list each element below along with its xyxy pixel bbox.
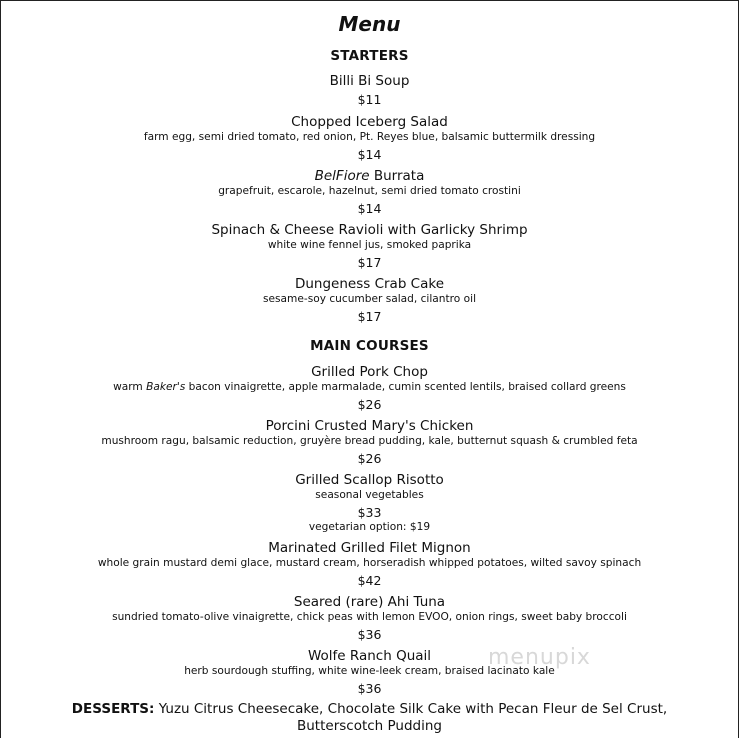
- item-description: farm egg, semi dried tomato, red onion, Pt. Reyes blue, balsamic buttermilk dressing: [143, 131, 596, 143]
- desserts-label: DESSERTS:: [71, 701, 155, 717]
- menu-item: [0, 472, 739, 535]
- desserts-section: [0, 701, 739, 735]
- item-name: Chopped Iceberg Salad: [291, 114, 448, 130]
- item-description: white wine fennel jus, smoked paprika: [267, 239, 472, 251]
- menu-item: [0, 648, 739, 696]
- desc-italic: Baker's: [146, 381, 186, 393]
- item-price: $36: [357, 627, 382, 642]
- item-price: $14: [357, 147, 382, 162]
- menu-item: [0, 594, 739, 642]
- item-name: Wolfe Ranch Quail: [307, 648, 432, 664]
- desc-rest: bacon vinaigrette, apple marmalade, cumin scented lentils, braised collard greens: [185, 381, 626, 393]
- menu-item: [0, 540, 739, 588]
- item-price: $17: [357, 309, 382, 324]
- item-name: Porcini Crusted Mary's Chicken: [265, 418, 474, 434]
- item-price: $42: [357, 573, 382, 588]
- main-courses-heading: MAIN COURSES: [310, 338, 429, 354]
- item-name: Marinated Grilled Filet Mignon: [268, 540, 471, 556]
- menu-item: [0, 114, 739, 162]
- item-description: [0, 380, 739, 395]
- item-description: mushroom ragu, balsamic reduction, gruyère bread pudding, kale, butternut squash & crumbled feta: [101, 435, 638, 447]
- item-price: $33: [357, 505, 382, 520]
- item-name: Dungeness Crab Cake: [294, 276, 445, 292]
- item-price: $26: [357, 451, 382, 466]
- item-description: seasonal vegetables: [315, 489, 424, 501]
- menu-item: [0, 73, 739, 107]
- item-price: $26: [357, 397, 382, 412]
- item-price: $14: [357, 201, 382, 216]
- menu-item: [0, 418, 739, 466]
- item-description: sundried tomato-olive vinaigrette, chick peas with lemon EVOO, onion rings, sweet baby broccoli: [112, 611, 627, 623]
- item-name: Grilled Pork Chop: [311, 364, 428, 380]
- desc-pre: warm: [113, 381, 147, 393]
- desserts-line-2: Butterscotch Pudding: [296, 718, 442, 734]
- item-price: $11: [357, 92, 382, 107]
- item-description: grapefruit, escarole, hazelnut, semi dried tomato crostini: [218, 185, 521, 197]
- menu-item: [0, 276, 739, 324]
- menu-item: [0, 364, 739, 412]
- menu-item: [0, 168, 739, 216]
- item-name: Seared (rare) Ahi Tuna: [293, 594, 446, 610]
- desserts-line-1: [0, 701, 739, 718]
- item-description: herb sourdough stuffing, white wine-leek cream, braised lacinato kale: [184, 665, 555, 677]
- item-description: whole grain mustard demi glace, mustard cream, horseradish whipped potatoes, wilted savoy spinach: [97, 557, 642, 569]
- item-price: $36: [357, 681, 382, 696]
- item-name-rest: Burrata: [369, 168, 425, 184]
- item-name: [0, 168, 739, 184]
- item-description: sesame-soy cucumber salad, cilantro oil: [262, 293, 477, 305]
- watermark-logo: menupix: [488, 645, 591, 670]
- item-name: Spinach & Cheese Ravioli with Garlicky Shrimp: [211, 222, 528, 238]
- item-name: Billi Bi Soup: [329, 73, 410, 89]
- menu-title: Menu: [338, 12, 401, 36]
- item-note: vegetarian option: $19: [308, 521, 431, 533]
- starters-heading: STARTERS: [330, 48, 409, 64]
- item-name-italic: BelFiore: [314, 168, 370, 184]
- item-name: Grilled Scallop Risotto: [295, 472, 444, 488]
- item-price: $17: [357, 255, 382, 270]
- menu-item: [0, 222, 739, 270]
- desserts-text-1: Yuzu Citrus Cheesecake, Chocolate Silk Cake with Pecan Fleur de Sel Crust,: [154, 701, 668, 717]
